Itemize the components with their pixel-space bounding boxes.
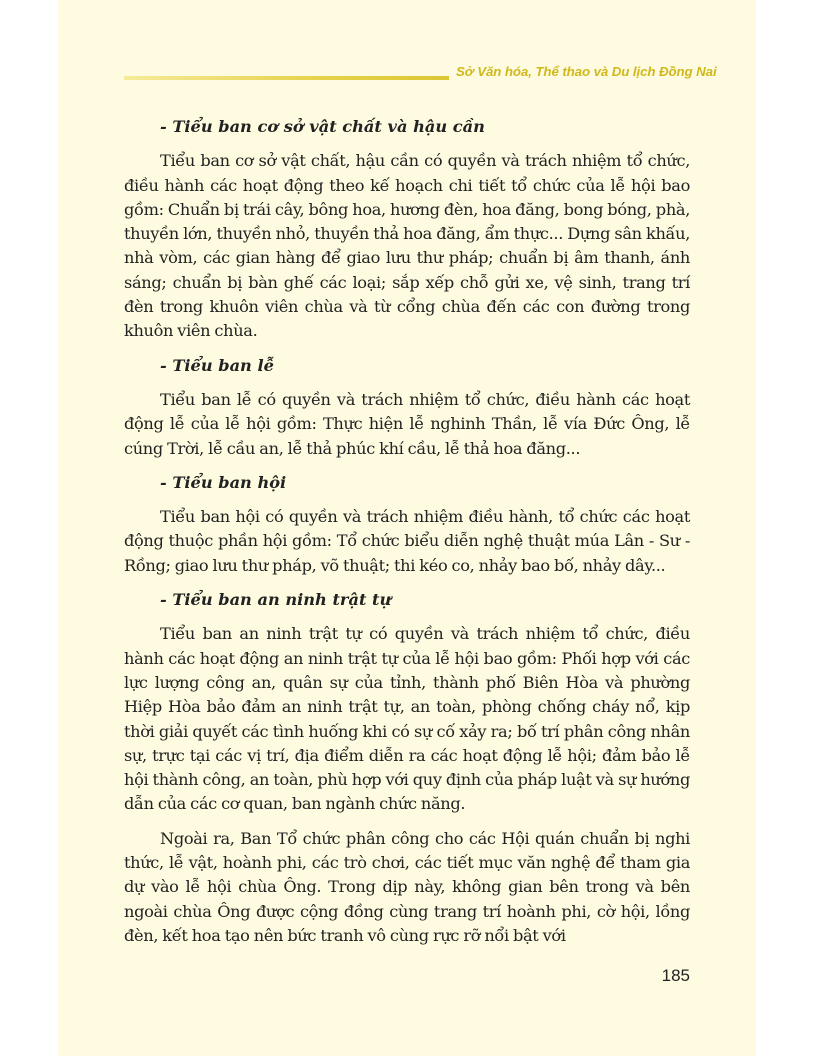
section-heading-festival: - Tiểu ban hội	[160, 472, 287, 492]
closing-paragraph: Ngoài ra, Ban Tổ chức phân công cho các Hội quán chuẩn bị nghi thức, lễ vật, hoành phi, các trò chơi, các tiết mục văn nghệ để tham gia dự vào lễ hội chùa Ông. Trong dịp này, không gian bên trong và bên ngoài chùa Ông được cộng đồng cùng trang trí hoành phi, cờ hội, lồng đèn, kết hoa tạo nên bức tranh vô cùng rực rỡ nổi bật với	[124, 828, 690, 945]
page-number: 185	[661, 966, 690, 985]
section-heading-facilities: - Tiểu ban cơ sở vật chất và hậu cần	[160, 117, 485, 136]
section-heading-security: - Tiểu ban an ninh trật tự	[160, 590, 392, 610]
body-text	[124, 115, 690, 958]
header-rule	[124, 76, 449, 80]
running-header: Sở Văn hóa, Thể thao và Du lịch Đồng Nai	[456, 64, 717, 79]
section-heading-ceremony: - Tiểu ban lễ	[160, 355, 274, 375]
section-paragraph-security: Tiểu ban an ninh trật tự có quyền và trách nhiệm tổ chức, điều hành các hoạt động an ninh trật tự của lễ hội bao gồm: Phối hợp với các lực lượng công an, quân sự của tỉnh, thành phố Biên Hòa và phường Hiệp Hòa bảo đảm an ninh trật tự, an toàn, phòng chống cháy nổ, kịp thời giải quyết các tình huống khi có sự cố xảy ra; bố trí phân công nhân sự, trực tại các vị trí, địa điểm diễn ra các hoạt động lễ hội; đảm bảo lễ hội thành công, an toàn, phù hợp với quy định của pháp luật và sự hướng dẫn của các cơ quan, ban ngành chức năng.	[124, 624, 690, 814]
section-paragraph-festival: Tiểu ban hội có quyền và trách nhiệm điều hành, tổ chức các hoạt động thuộc phần hội gồm: Tổ chức biểu diễn nghệ thuật múa Lân - Sư - Rồng; giao lưu thư pháp, võ thuật; thi kéo co, nhảy bao bố, nhảy dây...	[124, 507, 690, 575]
section-paragraph-facilities: Tiểu ban cơ sở vật chất, hậu cần có quyền và trách nhiệm tổ chức, điều hành các hoạt động theo kế hoạch chi tiết tổ chức của lễ hội bao gồm: Chuẩn bị trái cây, bông hoa, hương đèn, hoa đăng, bong bóng, phà, thuyền lớn, thuyền nhỏ, thuyền thả hoa đăng, ẩm thực... Dựng sân khấu, nhà vòm, các gian hàng để giao lưu thư pháp; chuẩn bị âm thanh, ánh sáng; chuẩn bị bàn ghế các loại; sắp xếp chỗ gửi xe, vệ sinh, trang trí đèn trong khuôn viên chùa và từ cổng chùa đến các con đường trong khuôn viên chùa.	[124, 151, 690, 341]
section-paragraph-ceremony: Tiểu ban lễ có quyền và trách nhiệm tổ chức, điều hành các hoạt động lễ của lễ hội gồm: Thực hiện lễ nghinh Thần, lễ vía Đức Ông, lễ cúng Trời, lễ cầu an, lễ thả phúc khí cầu, lễ thả hoa đăng...	[124, 389, 690, 458]
